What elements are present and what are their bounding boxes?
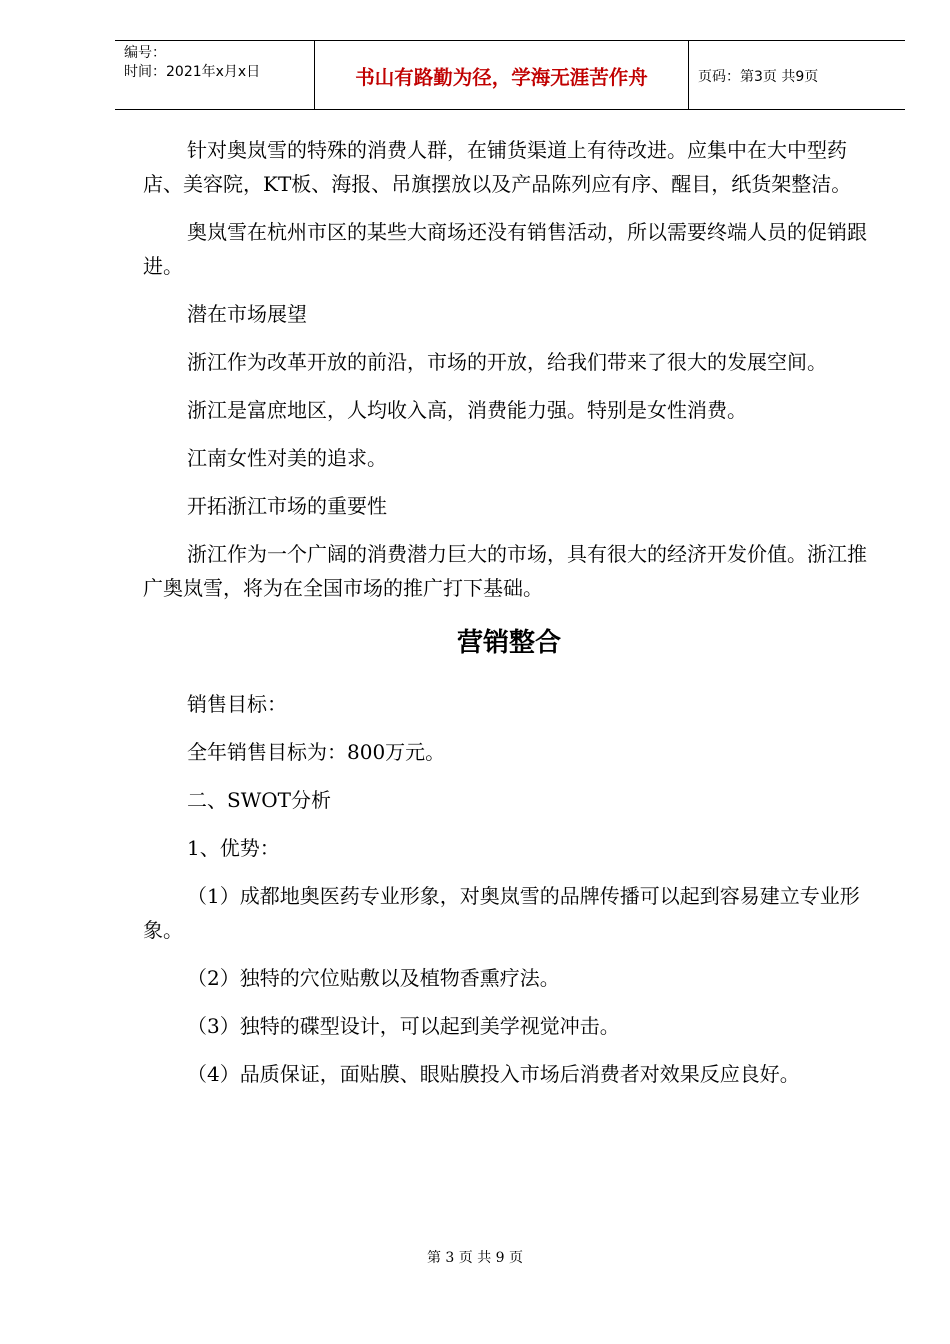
header-page-info: 页码：第3页 共9页 [698,69,819,85]
header-time-label: 时间：2021年x月x日 [124,64,261,80]
paragraph: （2）独特的穴位贴敷以及植物香熏疗法。 [187,966,560,990]
paragraph: （3）独特的碟型设计，可以起到美学视觉冲击。 [187,1014,620,1038]
paragraph: 奥岚雪在杭州市区的某些大商场还没有销售活动，所以需要终端人员的促销跟进。 [143,220,867,278]
paragraph: 江南女性对美的追求。 [187,446,387,470]
section-title: 营销整合 [456,628,561,658]
header-meta [115,41,315,109]
document-body [143,133,875,1105]
paragraph: 销售目标： [187,692,287,716]
paragraph: 二、SWOT分析 [187,788,331,812]
paragraph: 浙江作为一个广阔的消费潜力巨大的市场，具有很大的经济开发价值。浙江推广奥岚雪，将为在全国市场的推广打下基础。 [143,542,867,600]
paragraph: （1）成都地奥医药专业形象，对奥岚雪的品牌传播可以起到容易建立专业形象。 [143,884,860,942]
paragraph: （4）品质保证，面贴膜、眼贴膜投入市场后消费者对效果反应良好。 [187,1062,800,1086]
paragraph: 1、优势： [187,836,280,860]
header-motto: 书山有路勤为径，学海无涯苦作舟 [315,41,689,109]
paragraph: 浙江是富庶地区，人均收入高，消费能力强。特别是女性消费。 [187,398,747,422]
page-header [115,40,905,110]
page-footer: 第 3 页 共 9 页 [426,1250,524,1266]
paragraph: 全年销售目标为：800万元。 [187,740,446,764]
paragraph: 开拓浙江市场的重要性 [187,494,387,518]
paragraph: 针对奥岚雪的特殊的消费人群，在铺货渠道上有待改进。应集中在大中型药店、美容院，KT板、海报、吊旗摆放以及产品陈列应有序、醒目，纸货架整洁。 [143,138,852,196]
header-number-label: 编号： [124,45,166,61]
paragraph: 潜在市场展望 [187,302,307,326]
paragraph: 浙江作为改革开放的前沿，市场的开放，给我们带来了很大的发展空间。 [187,350,827,374]
